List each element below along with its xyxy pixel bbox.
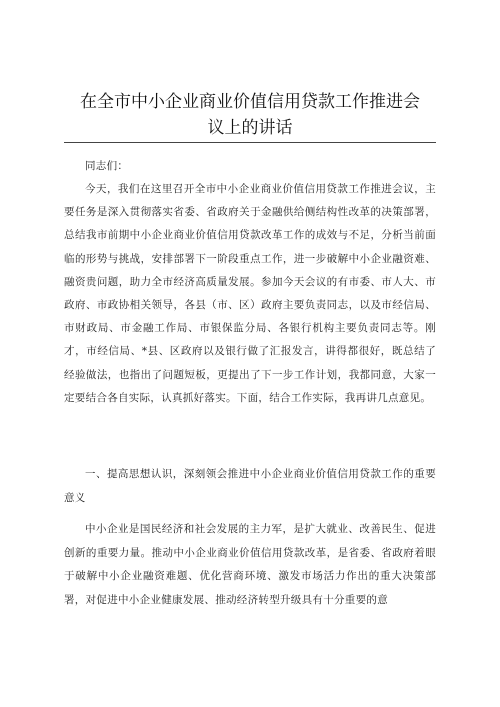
salutation: [64, 153, 436, 180]
section-heading-1: [64, 462, 436, 510]
section-heading-1-text: 一、提高思想认识，深刻领会推进中小企业商业价值信用贷款工作的重要意义: [64, 468, 436, 504]
document-title-line-1: 在全市中小企业商业价值信用贷款工作推进会: [80, 92, 420, 112]
document-title-line-2: 议上的讲话: [207, 118, 293, 138]
paragraph-opening-text: 今天，我们在这里召开全市中小企业商业价值信用贷款工作推进会议，主要任务是深入贯彻落实省委、省政府关于金融供给侧结构性改革的决策部署，总结我市前期中小企业商业价值信用贷款改革工作的成效与不足，分析当前面临的形势与挑战，安排部署下一阶段重点工作，进一步破解中小企业融资难、融资贵问题，助力全市经济高质量发展。参加今天会议的有市委、市人大、市政府、市政协相关领导，各县（市、区）政府主要负责同志，以及市经信局、市财政局、市金融工作局、市银保监分局、各银行机构主要负责同志等。刚才，市经信局、*县、区政府以及银行做了汇报发言，讲得都很好，既总结了经验做法，也指出了问题短板，更提出了下一步工作计划，我都同意，大家一定要结合各自实际，认真抓好落实。下面，结合工作实际，我再讲几点意见。: [64, 183, 436, 404]
paragraph-opening: [64, 178, 436, 410]
title-divider: [64, 142, 436, 143]
paragraph-section-1-text: 中小企业是国民经济和社会发展的主力军，是扩大就业、改善民生、促进创新的重要力量。推动中小企业商业价值信用贷款改革，是省委、省政府着眼于破解中小企业融资难题、优化营商环境、激发市场活力作出的重大决策部署，对促进中小企业健康发展、推动经济转型升级具有十分重要的意: [64, 523, 436, 606]
salutation-text: 同志们：: [85, 160, 129, 172]
paragraph-section-1: [64, 518, 436, 612]
